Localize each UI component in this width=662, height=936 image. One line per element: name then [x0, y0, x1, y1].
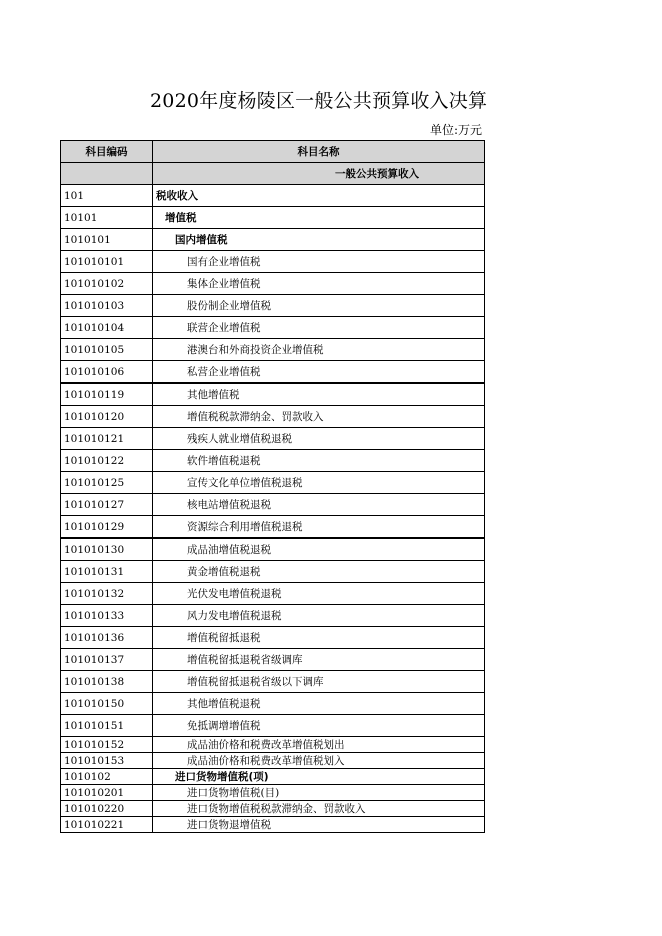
- row-name: 黄金增值税退税: [153, 561, 485, 583]
- row-code: 101010104: [61, 317, 153, 339]
- table-row: [61, 450, 485, 472]
- row-name: 核电站增值税退税: [153, 494, 485, 516]
- row-code: 101010151: [61, 715, 153, 737]
- row-code: 101010131: [61, 561, 153, 583]
- row-name: 成品油增值税退税: [153, 538, 485, 561]
- row-code: 101010119: [61, 383, 153, 406]
- table-row: [61, 737, 485, 753]
- row-code: 1010101: [61, 229, 153, 251]
- table-row: [61, 185, 485, 207]
- row-name: 税收收入: [153, 185, 485, 207]
- unit-label: 单位:万元: [429, 123, 482, 137]
- row-name: 进口货物增值税(目): [153, 785, 485, 801]
- table-row: [61, 801, 485, 817]
- row-name: 资源综合利用增值税退税: [153, 516, 485, 539]
- table-row: [61, 671, 485, 693]
- section-code: [61, 163, 153, 185]
- table-row: [61, 494, 485, 516]
- row-name: 残疾人就业增值税退税: [153, 428, 485, 450]
- row-name: 成品油价格和税费改革增值税划出: [153, 737, 485, 753]
- header-name: 科目名称: [153, 141, 485, 163]
- page-title: 2020年度杨陵区一般公共预算收入决算: [150, 90, 488, 112]
- row-name: 宣传文化单位增值税退税: [153, 472, 485, 494]
- table-row: [61, 753, 485, 769]
- row-code: 1010102: [61, 769, 153, 785]
- table-row: [61, 715, 485, 737]
- row-code: 101010129: [61, 516, 153, 539]
- budget-table: [60, 140, 485, 833]
- table-row: [61, 383, 485, 406]
- row-name: 免抵调增增值税: [153, 715, 485, 737]
- row-code: 101010201: [61, 785, 153, 801]
- row-name: 联营企业增值税: [153, 317, 485, 339]
- table-row: [61, 251, 485, 273]
- row-code: 101010153: [61, 753, 153, 769]
- row-code: 101010133: [61, 605, 153, 627]
- table-row: [61, 428, 485, 450]
- row-name: 进口货物增值税(项): [153, 769, 485, 785]
- row-code: 101010152: [61, 737, 153, 753]
- row-name: 集体企业增值税: [153, 273, 485, 295]
- row-name: 国内增值税: [153, 229, 485, 251]
- row-code: 101010150: [61, 693, 153, 715]
- row-name: 成品油价格和税费改革增值税划入: [153, 753, 485, 769]
- row-name: 增值税: [153, 207, 485, 229]
- table-row: [61, 229, 485, 251]
- row-name: 增值税留抵退税省级调库: [153, 649, 485, 671]
- row-code: 101010103: [61, 295, 153, 317]
- table-row: [61, 583, 485, 605]
- table-row: [61, 207, 485, 229]
- table-row: [61, 769, 485, 785]
- row-code: 101: [61, 185, 153, 207]
- table-row: [61, 339, 485, 361]
- row-code: 101010130: [61, 538, 153, 561]
- table-row: [61, 406, 485, 428]
- row-code: 101010138: [61, 671, 153, 693]
- row-name: 软件增值税退税: [153, 450, 485, 472]
- table-row: [61, 472, 485, 494]
- row-name: 增值税留抵退税省级以下调库: [153, 671, 485, 693]
- row-code: 101010105: [61, 339, 153, 361]
- row-name: 国有企业增值税: [153, 251, 485, 273]
- row-code: 101010221: [61, 817, 153, 833]
- row-name: 股份制企业增值税: [153, 295, 485, 317]
- table-row: [61, 649, 485, 671]
- table-row: [61, 273, 485, 295]
- row-code: 101010127: [61, 494, 153, 516]
- row-name: 光伏发电增值税退税: [153, 583, 485, 605]
- header-code: 科目编码: [61, 141, 153, 163]
- row-code: 101010120: [61, 406, 153, 428]
- table-row: [61, 516, 485, 539]
- section-row: [61, 163, 485, 185]
- row-code: 101010121: [61, 428, 153, 450]
- row-code: 101010125: [61, 472, 153, 494]
- row-code: 101010122: [61, 450, 153, 472]
- row-name: 其他增值税: [153, 383, 485, 406]
- row-name: 私营企业增值税: [153, 361, 485, 384]
- table-row: [61, 817, 485, 833]
- table-row: [61, 561, 485, 583]
- row-name: 风力发电增值税退税: [153, 605, 485, 627]
- table-row: [61, 693, 485, 715]
- row-code: 101010106: [61, 361, 153, 384]
- table-row: [61, 785, 485, 801]
- table-row: [61, 627, 485, 649]
- row-code: 10101: [61, 207, 153, 229]
- row-name: 进口货物增值税税款滞纳金、罚款收入: [153, 801, 485, 817]
- row-name: 增值税税款滞纳金、罚款收入: [153, 406, 485, 428]
- row-code: 101010132: [61, 583, 153, 605]
- table-row: [61, 538, 485, 561]
- table-row: [61, 605, 485, 627]
- table-row: [61, 295, 485, 317]
- table-row: [61, 317, 485, 339]
- row-name: 港澳台和外商投资企业增值税: [153, 339, 485, 361]
- row-code: 101010136: [61, 627, 153, 649]
- row-code: 101010101: [61, 251, 153, 273]
- table-row: [61, 361, 485, 384]
- row-code: 101010102: [61, 273, 153, 295]
- row-name: 进口货物退增值税: [153, 817, 485, 833]
- row-code: 101010220: [61, 801, 153, 817]
- row-code: 101010137: [61, 649, 153, 671]
- row-name: 增值税留抵退税: [153, 627, 485, 649]
- section-name: 一般公共预算收入: [153, 163, 485, 185]
- row-name: 其他增值税退税: [153, 693, 485, 715]
